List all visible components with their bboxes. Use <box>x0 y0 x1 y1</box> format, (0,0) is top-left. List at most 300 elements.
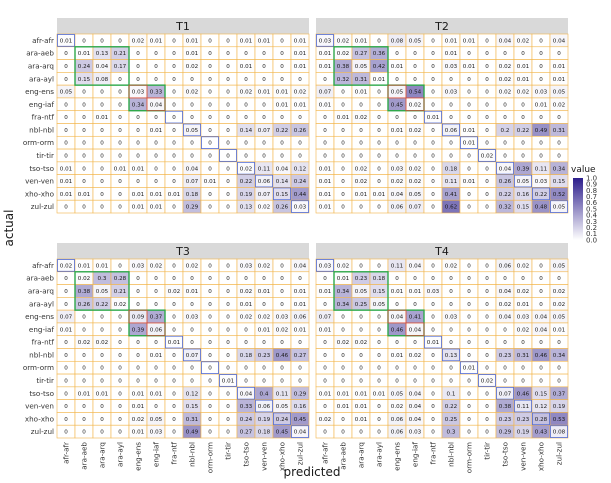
cell-label: 0.29 <box>498 429 512 436</box>
cell-label: 0 <box>395 276 399 283</box>
cell-label: 0 <box>539 140 543 147</box>
cell-label: 0 <box>208 391 212 398</box>
cell-label: 0 <box>82 89 86 96</box>
cell-label: 0 <box>539 263 543 270</box>
cell-label: 0 <box>118 352 122 359</box>
cell-label: 0.05 <box>275 404 289 411</box>
cell-label: 0.05 <box>372 301 386 308</box>
cell-label: 0.01 <box>354 391 368 398</box>
cell-label: 0 <box>64 404 68 411</box>
cell-label: 0.23 <box>516 416 530 423</box>
cell-label: 0.02 <box>318 416 332 423</box>
cell-label: 0 <box>172 115 176 122</box>
x-tick-label: xho-xho <box>277 442 287 472</box>
cell-label: 0.05 <box>59 89 73 96</box>
cell-label: 0 <box>323 127 327 134</box>
cell-label: 0.01 <box>257 89 271 96</box>
cell-label: 0 <box>82 127 86 134</box>
cell-label: 0 <box>226 102 230 109</box>
cell-label: 0 <box>298 115 302 122</box>
cell-label: 0.03 <box>444 314 458 321</box>
cell-label: 0.01 <box>77 191 91 198</box>
legend-tick-label: 0.2 <box>586 224 598 232</box>
cell-label: 0 <box>557 115 561 122</box>
panel-t1 <box>57 18 309 213</box>
cell-label: 0.23 <box>354 276 368 283</box>
cell-label: 0.18 <box>239 352 253 359</box>
cell-label: 0 <box>208 378 212 385</box>
cell-label: 0.03 <box>293 204 307 211</box>
cell-label: 0.01 <box>131 204 145 211</box>
cell-label: 0 <box>539 378 543 385</box>
cell-label: 0 <box>172 378 176 385</box>
cell-label: 0.48 <box>534 204 548 211</box>
cell-label: 0 <box>521 51 525 58</box>
cell-label: 0.26 <box>498 179 512 186</box>
cell-label: 0 <box>557 365 561 372</box>
cell-label: 0 <box>485 115 489 122</box>
cell-label: 0.39 <box>516 166 530 173</box>
cell-label: 0.18 <box>444 166 458 173</box>
cell-label: 0 <box>485 429 489 436</box>
panel-t2 <box>316 18 568 213</box>
cell-label: 0.01 <box>95 391 109 398</box>
cell-label: 0.01 <box>354 38 368 45</box>
cell-label: 0 <box>100 378 104 385</box>
cell-label: 0 <box>359 140 363 147</box>
cell-label: 0 <box>467 352 471 359</box>
cell-label: 0 <box>64 115 68 122</box>
cell-label: 0 <box>226 89 230 96</box>
cell-label: 0.4 <box>259 391 269 398</box>
cell-label: 0 <box>82 314 86 321</box>
cell-label: 0 <box>377 140 381 147</box>
cell-label: 0 <box>557 140 561 147</box>
cell-label: 0 <box>539 365 543 372</box>
cell-label: 0.01 <box>534 102 548 109</box>
cell-label: 0 <box>359 127 363 134</box>
cell-label: 0.19 <box>516 429 530 436</box>
cell-label: 0 <box>136 63 140 70</box>
cell-label: 0.01 <box>462 365 476 372</box>
cell-label: 0.34 <box>131 102 145 109</box>
cell-label: 0.04 <box>95 63 109 70</box>
cell-label: 0 <box>521 153 525 160</box>
cell-label: 0.08 <box>552 429 566 436</box>
cell-label: 0 <box>118 404 122 411</box>
cell-label: 0 <box>208 327 212 334</box>
cell-label: 0.02 <box>113 301 127 308</box>
cell-label: 0 <box>485 327 489 334</box>
cell-label: 0.01 <box>318 204 332 211</box>
cell-label: 0.38 <box>336 63 350 70</box>
cell-label: 0 <box>485 51 489 58</box>
cell-label: 0 <box>341 179 345 186</box>
cell-label: 0.01 <box>336 276 350 283</box>
cell-label: 0 <box>449 140 453 147</box>
cell-label: 0.01 <box>318 102 332 109</box>
cell-label: 0.52 <box>552 191 566 198</box>
cell-label: 0.02 <box>444 263 458 270</box>
y-tick-label: ara-arq <box>27 286 54 296</box>
cell-label: 0 <box>82 429 86 436</box>
cell-label: 0.07 <box>59 314 73 321</box>
cell-label: 0 <box>359 429 363 436</box>
cell-label: 0 <box>539 63 543 70</box>
cell-label: 0 <box>485 288 489 295</box>
cell-label: 0.05 <box>354 63 368 70</box>
cell-label: 0 <box>485 314 489 321</box>
cell-label: 0.23 <box>498 352 512 359</box>
cell-label: 0 <box>154 51 158 58</box>
cell-label: 0.01 <box>336 115 350 122</box>
cell-label: 0.01 <box>293 102 307 109</box>
cell-label: 0.03 <box>131 89 145 96</box>
cell-label: 0 <box>208 352 212 359</box>
cell-label: 0 <box>359 204 363 211</box>
cell-label: 0 <box>431 378 435 385</box>
cell-label: 0.08 <box>390 38 404 45</box>
cell-label: 0 <box>100 140 104 147</box>
cell-label: 0 <box>431 263 435 270</box>
cell-label: 0 <box>431 301 435 308</box>
legend-tick-label: 1.0 <box>586 174 598 183</box>
cell-label: 0.02 <box>336 340 350 347</box>
x-tick-label: tso-tso <box>241 442 251 467</box>
cell-label: 0 <box>395 365 399 372</box>
cell-label: 0 <box>208 288 212 295</box>
panel-title: T1 <box>176 20 190 33</box>
cell-label: 0 <box>172 327 176 334</box>
cell-label: 0.01 <box>372 391 386 398</box>
cell-label: 0 <box>226 314 230 321</box>
cell-label: 0 <box>298 378 302 385</box>
cell-label: 0.22 <box>239 179 253 186</box>
cell-label: 0.19 <box>239 191 253 198</box>
cell-label: 0.06 <box>293 314 307 321</box>
legend-tick-label: 0.0 <box>586 236 598 245</box>
cell-label: 0.04 <box>534 327 548 334</box>
cell-label: 0 <box>190 76 194 83</box>
cell-label: 0 <box>298 365 302 372</box>
cell-label: 0.03 <box>534 179 548 186</box>
cell-label: 0.03 <box>390 166 404 173</box>
cell-label: 0 <box>377 38 381 45</box>
cell-label: 0.01 <box>149 38 163 45</box>
cell-label: 0 <box>118 314 122 321</box>
cell-label: 0 <box>323 378 327 385</box>
cell-label: 0 <box>172 276 176 283</box>
cell-label: 0 <box>136 378 140 385</box>
cell-label: 0 <box>485 276 489 283</box>
cell-label: 0.11 <box>444 179 458 186</box>
y-tick-label: tso-tso <box>29 163 54 173</box>
cell-label: 0 <box>377 204 381 211</box>
cell-label: 0 <box>136 140 140 147</box>
cell-label: 0.01 <box>516 301 530 308</box>
cell-label: 0 <box>280 38 284 45</box>
cell-label: 0.01 <box>149 204 163 211</box>
panel-title: T2 <box>435 20 449 33</box>
cell-label: 0.2 <box>500 127 510 134</box>
cell-label: 0.45 <box>390 102 404 109</box>
cell-label: 0 <box>377 263 381 270</box>
cell-label: 0 <box>485 63 489 70</box>
cell-label: 0.45 <box>275 429 289 436</box>
cell-label: 0 <box>118 179 122 186</box>
cell-label: 0 <box>449 153 453 160</box>
cell-label: 0 <box>208 416 212 423</box>
cell-label: 0 <box>154 340 158 347</box>
cell-label: 0 <box>467 288 471 295</box>
cell-label: 0 <box>208 127 212 134</box>
cell-label: 0 <box>100 38 104 45</box>
cell-label: 0 <box>341 352 345 359</box>
cell-label: 0 <box>190 378 194 385</box>
cell-label: 0 <box>521 340 525 347</box>
cell-label: 0 <box>244 340 248 347</box>
legend-colorbar <box>573 178 583 240</box>
cell-label: 0 <box>467 327 471 334</box>
cell-label: 0 <box>262 153 266 160</box>
cell-label: 0.01 <box>131 404 145 411</box>
cell-label: 0.11 <box>516 404 530 411</box>
cell-label: 0.02 <box>149 263 163 270</box>
cell-label: 0 <box>226 327 230 334</box>
cell-label: 0.05 <box>390 89 404 96</box>
cell-label: 0 <box>449 276 453 283</box>
cell-label: 0.24 <box>239 416 253 423</box>
cell-label: 0.15 <box>516 204 530 211</box>
cell-label: 0 <box>449 340 453 347</box>
x-tick-label: ara-ayl <box>115 442 125 468</box>
cell-label: 0 <box>100 404 104 411</box>
x-tick-label: ara-aeb <box>79 442 89 470</box>
cell-label: 0 <box>395 340 399 347</box>
cell-label: 0.49 <box>185 429 199 436</box>
cell-label: 0.04 <box>552 38 566 45</box>
cell-label: 0.22 <box>275 127 289 134</box>
cell-label: 0 <box>226 391 230 398</box>
x-tick-label: zul-zul <box>295 442 305 466</box>
cell-label: 0.01 <box>293 63 307 70</box>
cell-label: 0 <box>467 89 471 96</box>
cell-label: 0.42 <box>372 63 386 70</box>
cell-label: 0.37 <box>552 391 566 398</box>
cell-label: 0.02 <box>552 102 566 109</box>
cell-label: 0 <box>503 276 507 283</box>
cell-label: 0 <box>154 166 158 173</box>
cell-label: 0.08 <box>95 76 109 83</box>
cell-label: 0.27 <box>354 51 368 58</box>
cell-label: 0 <box>485 352 489 359</box>
cell-label: 0.15 <box>534 391 548 398</box>
cell-label: 0 <box>208 89 212 96</box>
cell-label: 0.03 <box>408 429 422 436</box>
cell-label: 0 <box>118 89 122 96</box>
cell-label: 0 <box>431 89 435 96</box>
cell-label: 0 <box>485 204 489 211</box>
y-axis-title: actual <box>2 209 16 247</box>
cell-label: 0 <box>118 153 122 160</box>
cell-label: 0.01 <box>185 288 199 295</box>
cell-label: 0.07 <box>257 127 271 134</box>
cell-label: 0.01 <box>318 391 332 398</box>
cell-label: 0 <box>172 352 176 359</box>
cell-label: 0.16 <box>293 404 307 411</box>
x-tick-label: fra-ntf <box>169 442 179 465</box>
cell-label: 0 <box>449 288 453 295</box>
cell-label: 0 <box>298 140 302 147</box>
cell-label: 0 <box>208 166 212 173</box>
cell-label: 0 <box>172 38 176 45</box>
cell-label: 0.04 <box>185 166 199 173</box>
cell-label: 0 <box>82 38 86 45</box>
cell-label: 0 <box>485 416 489 423</box>
cell-label: 0 <box>154 378 158 385</box>
cell-label: 0.04 <box>408 327 422 334</box>
cell-label: 0 <box>323 276 327 283</box>
cell-label: 0.01 <box>149 127 163 134</box>
cell-label: 0 <box>226 288 230 295</box>
cell-label: 0.01 <box>390 352 404 359</box>
cell-label: 0 <box>413 153 417 160</box>
cell-label: 0.46 <box>390 327 404 334</box>
cell-label: 0.02 <box>239 314 253 321</box>
cell-label: 0 <box>395 301 399 308</box>
cell-label: 0 <box>136 288 140 295</box>
cell-label: 0.21 <box>113 288 127 295</box>
cell-label: 0 <box>521 102 525 109</box>
cell-label: 0.01 <box>552 63 566 70</box>
cell-label: 0 <box>208 263 212 270</box>
cell-label: 0 <box>521 140 525 147</box>
cell-label: 0.45 <box>293 416 307 423</box>
cell-label: 0.01 <box>444 38 458 45</box>
cell-label: 0 <box>539 153 543 160</box>
cell-label: 0 <box>226 301 230 308</box>
cell-label: 0 <box>172 179 176 186</box>
cell-label: 0.02 <box>516 263 530 270</box>
cell-label: 0.01 <box>462 63 476 70</box>
cell-label: 0 <box>485 127 489 134</box>
cell-label: 0.02 <box>498 301 512 308</box>
cell-label: 0 <box>118 263 122 270</box>
cell-label: 0.02 <box>354 115 368 122</box>
y-tick-label: nbl-nbl <box>29 125 54 135</box>
cell-label: 0.01 <box>318 191 332 198</box>
cell-label: 0 <box>341 102 345 109</box>
cell-label: 0.01 <box>552 327 566 334</box>
cell-label: 0 <box>244 140 248 147</box>
cell-label: 0.15 <box>372 288 386 295</box>
cell-label: 0 <box>341 416 345 423</box>
cell-label: 0.04 <box>293 263 307 270</box>
cell-label: 0 <box>118 327 122 334</box>
cell-label: 0.01 <box>462 127 476 134</box>
cell-label: 0 <box>539 340 543 347</box>
cell-label: 0.01 <box>257 38 271 45</box>
cell-label: 0 <box>503 378 507 385</box>
cell-label: 0.02 <box>354 166 368 173</box>
cell-label: 0 <box>449 327 453 334</box>
cell-label: 0 <box>503 327 507 334</box>
cell-label: 0.62 <box>444 204 458 211</box>
cell-label: 0 <box>64 301 68 308</box>
cell-label: 0 <box>503 51 507 58</box>
cell-label: 0.01 <box>354 89 368 96</box>
cell-label: 0.31 <box>354 76 368 83</box>
panels-group <box>57 18 568 438</box>
cell-label: 0.34 <box>552 352 566 359</box>
cell-label: 0 <box>244 327 248 334</box>
cell-label: 0 <box>64 340 68 347</box>
cell-label: 0.09 <box>131 314 145 321</box>
cell-label: 0 <box>485 340 489 347</box>
cell-label: 0.01 <box>318 166 332 173</box>
cell-label: 0 <box>118 38 122 45</box>
cell-label: 0.01 <box>275 89 289 96</box>
cell-label: 0.01 <box>293 38 307 45</box>
y-tick-label: ven-ven <box>25 176 54 186</box>
cell-label: 0 <box>172 153 176 160</box>
cell-label: 0.12 <box>534 404 548 411</box>
cell-label: 0 <box>226 365 230 372</box>
cell-label: 0.01 <box>257 288 271 295</box>
cell-label: 0.02 <box>275 327 289 334</box>
cell-label: 0 <box>244 378 248 385</box>
cell-label: 0 <box>208 365 212 372</box>
cell-label: 0.18 <box>257 429 271 436</box>
cell-label: 0.01 <box>131 391 145 398</box>
cell-label: 0 <box>341 153 345 160</box>
cell-label: 0.02 <box>516 89 530 96</box>
cell-label: 0.01 <box>113 166 127 173</box>
cell-label: 0.05 <box>149 416 163 423</box>
cell-label: 0.01 <box>77 391 91 398</box>
cell-label: 0.05 <box>552 314 566 321</box>
cell-label: 0.38 <box>77 288 91 295</box>
cell-label: 0 <box>100 416 104 423</box>
y-tick-label: tir-tir <box>36 150 54 160</box>
cell-label: 0.23 <box>257 352 271 359</box>
cell-label: 0.15 <box>185 404 199 411</box>
cell-label: 0 <box>154 153 158 160</box>
cell-label: 0 <box>341 204 345 211</box>
cell-label: 0.02 <box>77 340 91 347</box>
cell-label: 0.01 <box>59 38 73 45</box>
cell-label: 0.22 <box>498 191 512 198</box>
cell-label: 0.02 <box>185 63 199 70</box>
x-tick-label: ara-ayl <box>374 442 384 468</box>
cell-label: 0 <box>82 140 86 147</box>
cell-label: 0 <box>503 153 507 160</box>
cell-label: 0 <box>226 51 230 58</box>
cell-label: 0.03 <box>239 263 253 270</box>
cell-label: 0.05 <box>390 391 404 398</box>
cell-label: 0.02 <box>408 352 422 359</box>
cell-label: 0 <box>467 153 471 160</box>
cell-label: 0 <box>377 378 381 385</box>
cell-label: 0 <box>431 166 435 173</box>
cell-label: 0.02 <box>552 301 566 308</box>
cell-label: 0.03 <box>516 314 530 321</box>
cell-label: 0.02 <box>354 179 368 186</box>
cell-label: 0.02 <box>131 38 145 45</box>
cell-label: 0 <box>100 89 104 96</box>
cell-label: 0 <box>208 404 212 411</box>
cell-label: 0.26 <box>77 301 91 308</box>
